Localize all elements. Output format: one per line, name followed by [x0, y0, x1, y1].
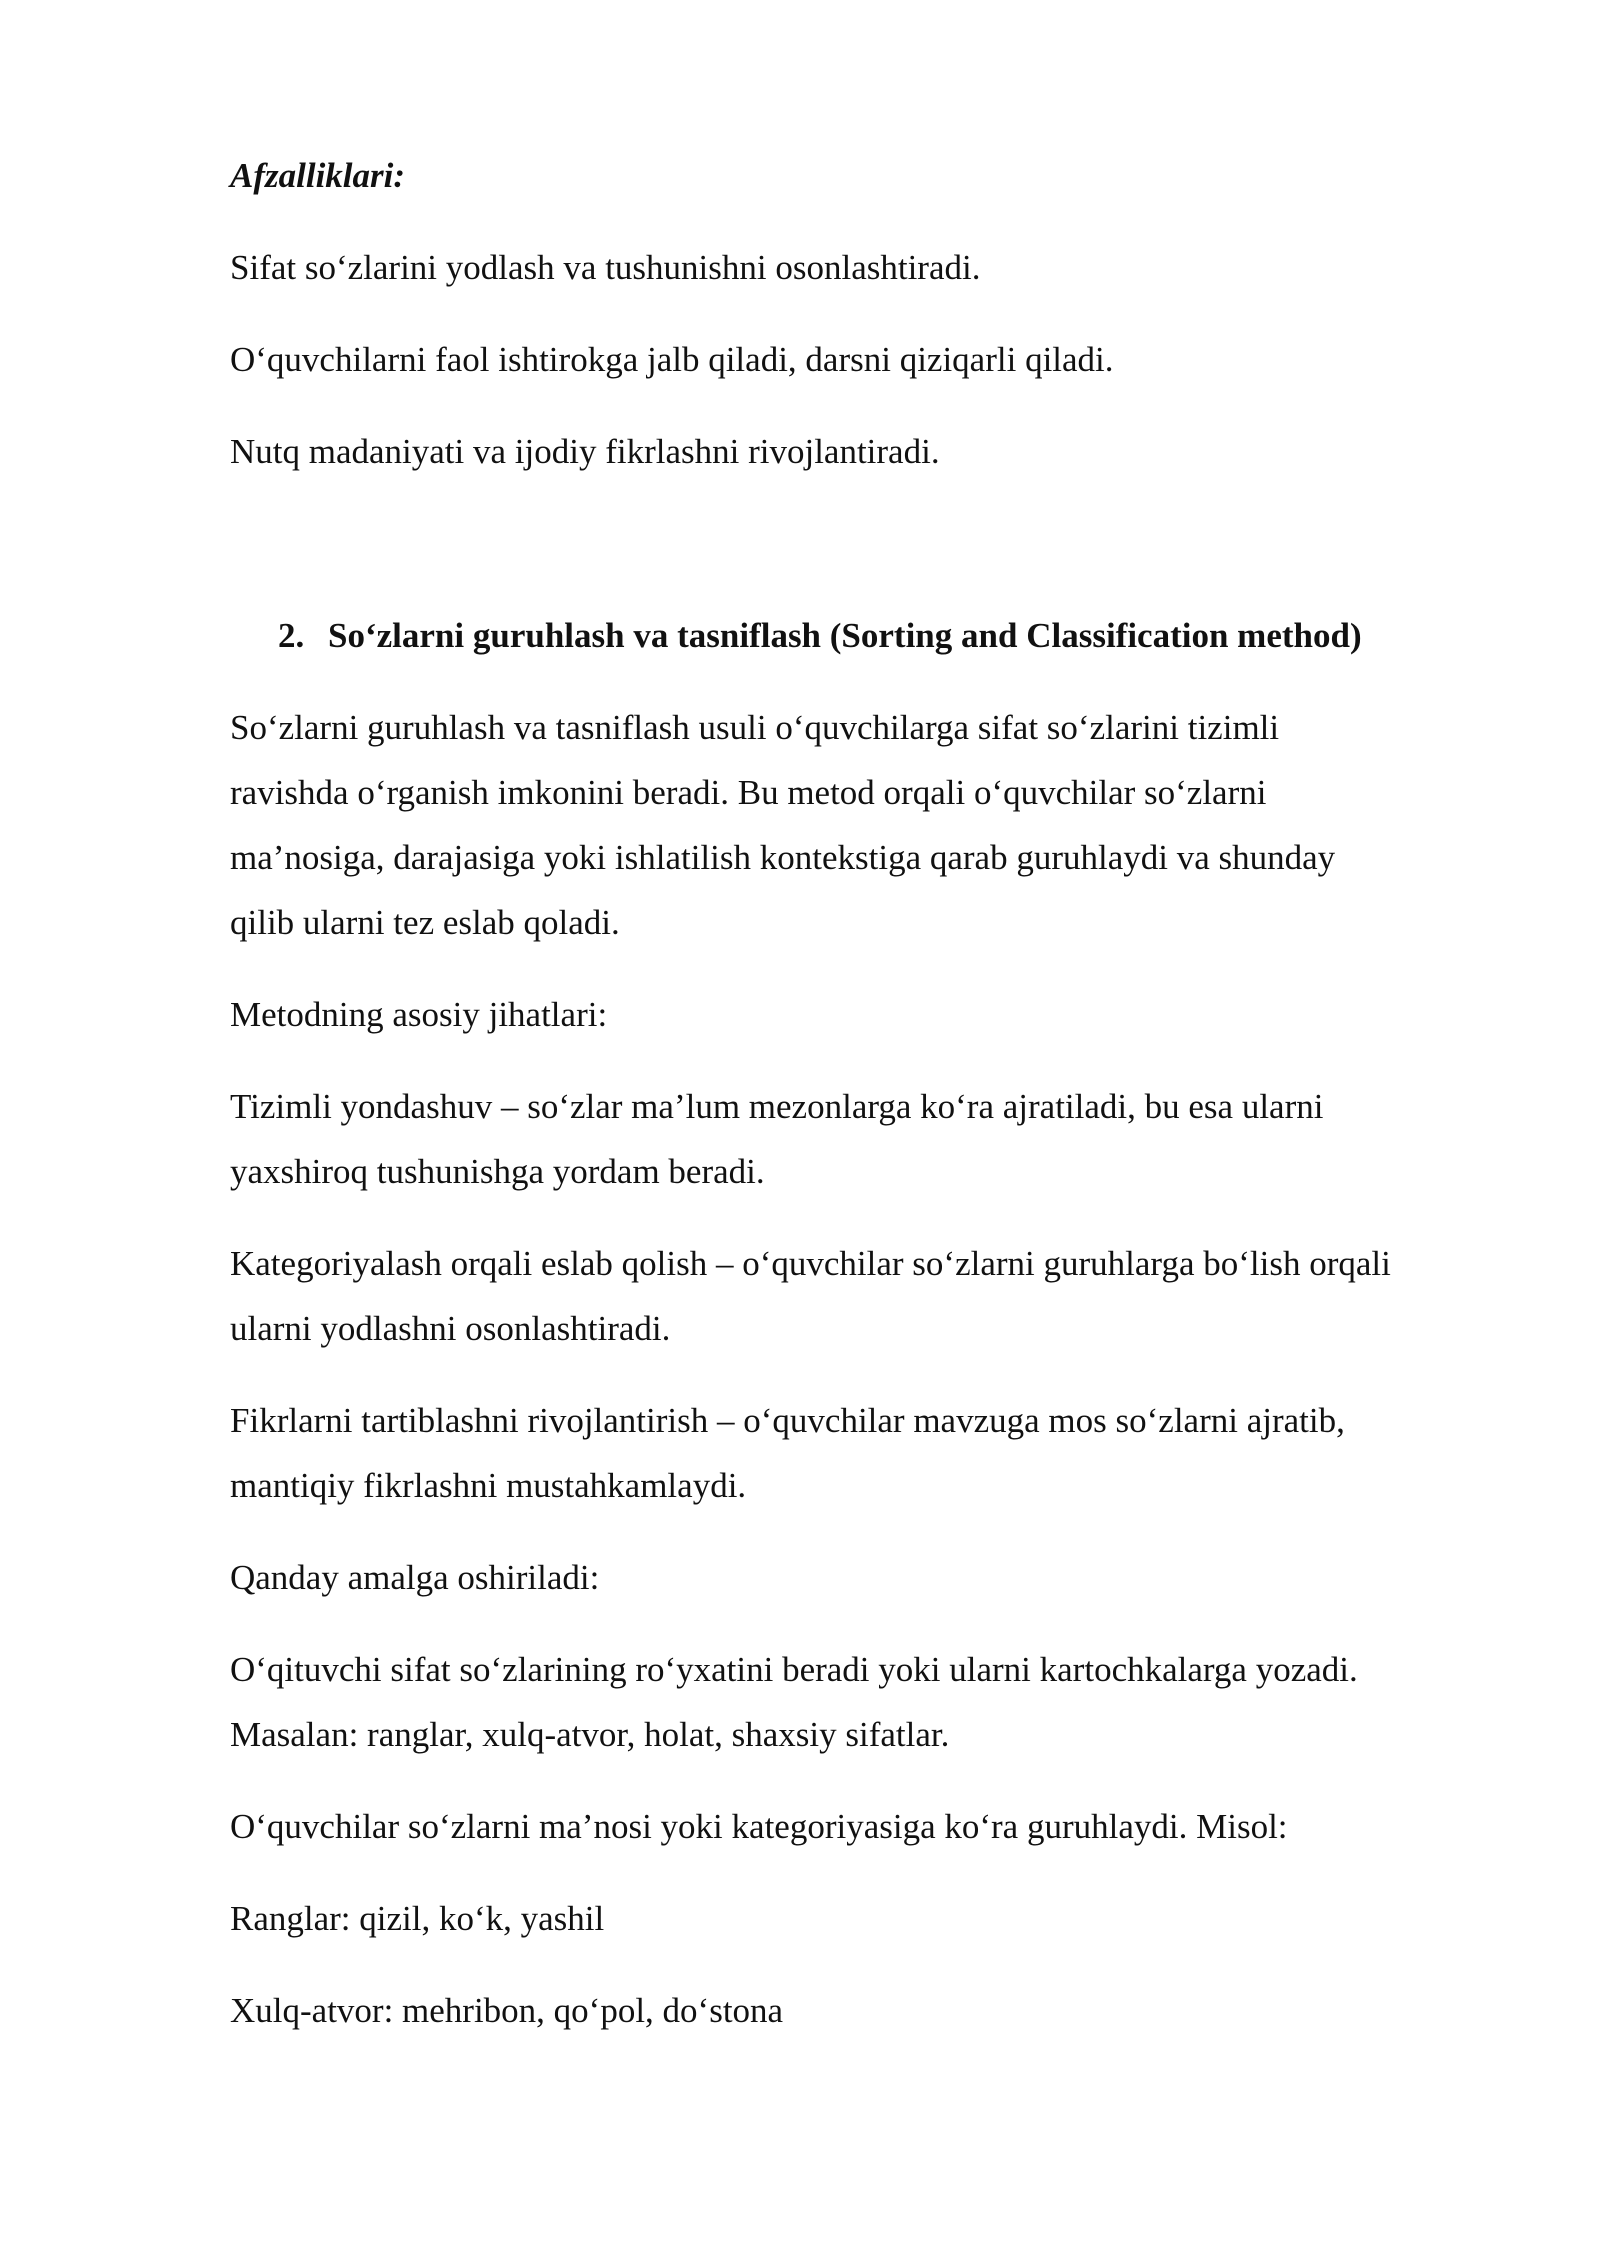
aspect-line: Fikrlarni tartiblashni rivojlantirish – o‘quvchilar mavzuga mos so‘zlarni ajratib,: [230, 1401, 1345, 1440]
section-heading: [278, 603, 1362, 668]
example-line: Xulq-atvor: mehribon, qo‘pol, do‘stona: [230, 1991, 784, 2030]
section-number: 2.: [278, 616, 305, 655]
example-line: Ranglar: qizil, ko‘k, yashil: [230, 1899, 605, 1938]
aspects-heading: Metodning asosiy jihatlari:: [230, 995, 608, 1034]
advantage-item: Nutq madaniyati va ijodiy fikrlashni rivojlantiradi.: [230, 432, 940, 471]
aspect-line: ularni yodlashni osonlashtiradi.: [230, 1309, 671, 1348]
aspect-line: yaxshiroq tushunishga yordam beradi.: [230, 1152, 765, 1191]
intro-line: ma’nosiga, darajasiga yoki ishlatilish kontekstiga qarab guruhlaydi va shunday: [230, 838, 1336, 877]
howto-line: O‘qituvchi sifat so‘zlarining ro‘yxatini beradi yoki ularni kartochkalarga yozadi.: [230, 1650, 1358, 1689]
intro-line: qilib ularni tez eslab qoladi.: [230, 903, 620, 942]
howto-line: Masalan: ranglar, xulq-atvor, holat, shaxsiy sifatlar.: [230, 1715, 950, 1754]
advantage-item: O‘quvchilarni faol ishtirokga jalb qiladi, darsni qiziqarli qiladi.: [230, 340, 1114, 379]
intro-line: ravishda o‘rganish imkonini beradi. Bu metod orqali o‘quvchilar so‘zlarni: [230, 773, 1267, 812]
section-title: So‘zlarni guruhlash va tasniflash (Sorting and Classification method): [328, 616, 1362, 655]
aspect-line: mantiqiy fikrlashni mustahkamlaydi.: [230, 1466, 747, 1505]
aspect-line: Tizimli yondashuv – so‘zlar ma’lum mezonlarga ko‘ra ajratiladi, bu esa ularni: [230, 1087, 1324, 1126]
intro-line: So‘zlarni guruhlash va tasniflash usuli o‘quvchilarga sifat so‘zlarini tizimli: [230, 708, 1280, 747]
advantage-item: Sifat so‘zlarini yodlash va tushunishni osonlashtiradi.: [230, 248, 981, 287]
howto-heading: Qanday amalga oshiriladi:: [230, 1558, 600, 1597]
howto-line: O‘quvchilar so‘zlarni ma’nosi yoki kategoriyasiga ko‘ra guruhlaydi. Misol:: [230, 1807, 1288, 1846]
advantages-heading: Afzalliklari:: [230, 156, 406, 195]
aspect-line: Kategoriyalash orqali eslab qolish – o‘quvchilar so‘zlarni guruhlarga bo‘lish orqali: [230, 1244, 1391, 1283]
